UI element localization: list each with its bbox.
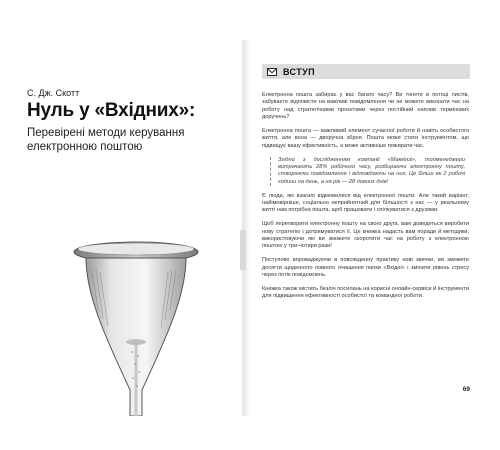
paragraph: Електронна пошта — важливий елемент сучасної роботи й навіть особистого життя, але вона — дворучна зброя. Пошта може стати інструментом, що підвищує вашу ефективність, а може активніше пожирати час.: [262, 128, 469, 149]
hourglass-illustration: [72, 240, 200, 416]
paragraph: Електронна пошта забирає у вас багато часу? Ви тонете в потоці листів, забуваєте відповісти на важливі повідомлення чи не можете виконати час на роботу над стратегічними проєктами через постійний наплив термінових доручень?: [262, 92, 469, 121]
page-gutter: [242, 40, 252, 416]
page-tab-marker: [240, 230, 246, 270]
book-title: Нуль у «Вхідних»:: [27, 100, 196, 121]
section-header: [262, 64, 470, 79]
section-title: ВСТУП: [283, 66, 315, 77]
paragraph: Щоб перетворити електронну пошту на свого друга, вам доведеться виробити нову стратегію і дотримуватися її. Це книжка надасть вам поради й методики, використовуючи які ви зможете скоротити час на роботу з електронною поштою у три-чотири рази!: [262, 221, 469, 250]
paragraph: Поступово впроваджуючи в повсякденну практику нові звички, ви зможете досягти щоденного повного очищення папки «Вхідні» і змінити рівень стресу через потік повідомлень.: [262, 257, 469, 279]
paragraph: Є люди, які взагалі відмовилися від електронної пошти. Але такий варіант, найімовірніше, соціально неприйнятний для більшості з нас — у реальному житті нам потрібна пошта, щоб працювати і спілкуватися з друзями.: [262, 192, 469, 214]
quote-bar: [270, 157, 271, 187]
right-page: [252, 40, 480, 416]
envelope-icon: [267, 68, 277, 76]
book-subtitle: Перевірені методи керування електронною поштою: [27, 127, 185, 153]
left-page: [14, 40, 242, 416]
quote-text: Згідно з дослідженням компанії «Маккінзі», топменеджери витрачають 28% робочого часу, розбираючи електронну пошту, створюючи повідомлення і відповідаючи на них. Це більш як 2 робочі години на день, а на рік — 28 повних днів!: [278, 156, 465, 185]
paragraph: Книжка також містить безліч посилань на корисні онлайн-сервіси й інструменти для підвищення ефективності особистої та командної роботи.: [262, 285, 469, 300]
author-name: С. Дж. Скотт: [27, 88, 80, 98]
quote-block: [262, 157, 469, 187]
page-number: 69: [462, 386, 470, 393]
body-text: [262, 92, 469, 307]
